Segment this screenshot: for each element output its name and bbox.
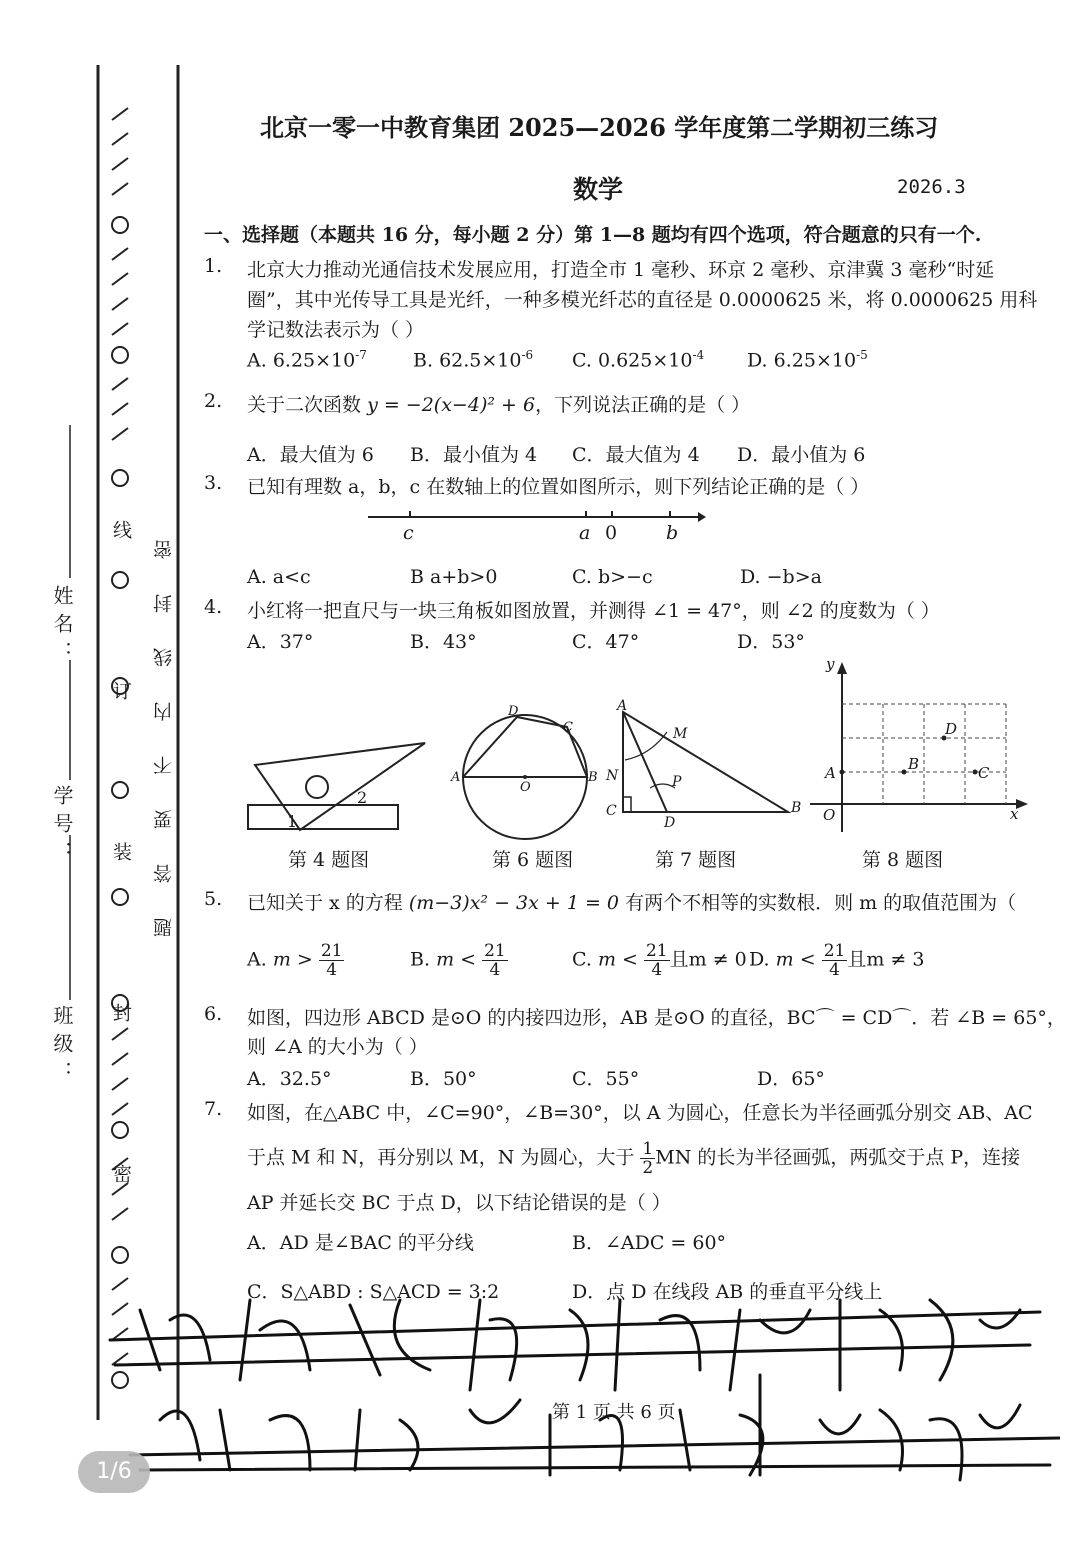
name-label: 姓名： bbox=[50, 585, 74, 669]
fig4-label-angle1: 1 bbox=[287, 812, 298, 831]
q5-stem: 已知关于 x 的方程 (m−3)x² − 3x + 1 = 0 有两个不相等的实数根．则 m 的取值范围为（ bbox=[247, 892, 1017, 914]
q6-option-d: D．65° bbox=[757, 1068, 825, 1090]
fig6-label-c: C bbox=[563, 720, 573, 735]
fig7-label-p: P bbox=[672, 774, 682, 790]
axis-label-c: c bbox=[403, 522, 414, 544]
exam-date: 2026.3 bbox=[897, 176, 966, 198]
q7-number: 7. bbox=[204, 1098, 223, 1120]
q5-option-a: A. m > $\frac{21}{4}$ bbox=[247, 941, 343, 980]
figure-6-circle bbox=[455, 705, 605, 845]
q7-line-2: 于点 M 和 N，再分别以 M，N 为圆心，大于 $\frac{1}{2}MN$ 的长为半径画弧，两弧交于点 P，连接 bbox=[247, 1139, 1021, 1178]
q5-option-b: B. m < $\frac{21}{4}$ bbox=[410, 941, 506, 980]
student-id-label: 学号： bbox=[50, 785, 74, 869]
page-footer: 第 1 页 共 6 页 bbox=[552, 1402, 676, 1423]
q4-number: 4. bbox=[204, 596, 223, 618]
q1-option-b: B. $62.5\times 10^{-6}$ bbox=[413, 348, 534, 372]
q1-option-c: C. $0.625\times 10^{-4}$ bbox=[572, 348, 705, 372]
q2-option-b: B．最小值为 4 bbox=[410, 444, 538, 466]
fig4-label-angle2: 2 bbox=[357, 788, 368, 807]
figure-6-caption: 第 6 题图 bbox=[492, 849, 574, 871]
q6-line-1: 如图，四边形 ABCD 是⊙O 的内接四边形，AB 是⊙O 的直径，BC⌒ = CD⌒．若 ∠B = 65°， bbox=[247, 1007, 1066, 1029]
q7-option-d: D．点 D 在线段 AB 的垂直平分线上 bbox=[572, 1281, 883, 1303]
fig7-label-a: A bbox=[617, 698, 628, 714]
fig6-label-b: B bbox=[588, 770, 598, 785]
q3-number: 3. bbox=[204, 472, 223, 494]
fig7-label-d: D bbox=[664, 815, 676, 831]
q7-option-c: C．S△ABD : S△ACD = 3:2 bbox=[247, 1281, 500, 1303]
q1-option-a: A. $6.25\times 10^{-7}$ bbox=[247, 348, 367, 372]
q2-option-a: A．最大值为 6 bbox=[247, 444, 374, 466]
handwritten-watermark-scribble bbox=[100, 1270, 1060, 1500]
q2-number: 2. bbox=[204, 390, 223, 412]
figure-7-triangle bbox=[605, 700, 805, 830]
fig7-label-b: B bbox=[791, 800, 802, 816]
class-label: 班级： bbox=[50, 1005, 74, 1089]
q7-option-a: A．AD 是∠BAC 的平分线 bbox=[247, 1232, 474, 1254]
fig8-label-c: C bbox=[978, 764, 990, 782]
q2-stem: 关于二次函数 y = −2(x−4)² + 6，下列说法正确的是（ ） bbox=[247, 394, 751, 416]
q1-line-1: 北京大力推动光通信技术发展应用，打造全市 1 毫秒、环京 2 毫秒、京津冀 3 毫秒“时延 bbox=[247, 259, 995, 281]
axis-label-zero: 0 bbox=[605, 522, 618, 544]
seal-line-text: 线 订 装 封 密 bbox=[110, 520, 132, 1243]
figure-4-caption: 第 4 题图 bbox=[288, 849, 370, 871]
q3-option-d: D. −b>a bbox=[740, 566, 822, 588]
q7-line-3: AP 并延长交 BC 于点 D，以下结论错误的是（ ） bbox=[247, 1192, 671, 1214]
q4-option-c: C．47° bbox=[572, 631, 640, 653]
fig6-label-o: O bbox=[520, 780, 531, 795]
figure-8-grid bbox=[810, 660, 1030, 840]
q3-option-c: C. b>−c bbox=[572, 566, 653, 588]
q6-option-a: A．32.5° bbox=[247, 1068, 332, 1090]
q3-option-b: B a+b>0 bbox=[410, 566, 498, 588]
axis-label-a: a bbox=[579, 522, 591, 544]
fig7-label-c: C bbox=[606, 803, 617, 819]
fig7-label-m: M bbox=[673, 726, 688, 742]
q7-line-1: 如图，在△ABC 中，∠C=90°，∠B=30°，以 A 为圆心，任意长为半径画弧分别交 AB、AC bbox=[247, 1102, 1033, 1124]
q1-number: 1. bbox=[204, 255, 223, 277]
q7-option-b: B．∠ADC = 60° bbox=[572, 1232, 727, 1254]
q6-option-c: C．55° bbox=[572, 1068, 640, 1090]
q6-number: 6. bbox=[204, 1003, 223, 1025]
q4-option-a: A．37° bbox=[247, 631, 314, 653]
fig7-label-n: N bbox=[606, 768, 619, 784]
fig8-label-d: D bbox=[945, 720, 958, 738]
q4-option-b: B．43° bbox=[410, 631, 477, 653]
q4-option-d: D．53° bbox=[737, 631, 805, 653]
fig8-label-o: O bbox=[823, 806, 836, 824]
q3-option-a: A. a<c bbox=[247, 566, 311, 588]
q3-stem: 已知有理数 a，b，c 在数轴上的位置如图所示，则下列结论正确的是（ ） bbox=[247, 476, 870, 498]
q4-stem: 小红将一把直尺与一块三角板如图放置，并测得 ∠1 = 47°，则 ∠2 的度数为（ ） bbox=[247, 600, 940, 622]
q6-line-2: 则 ∠A 的大小为（ ） bbox=[247, 1036, 428, 1058]
q1-line-3: 学记数法表示为（ ） bbox=[247, 319, 425, 341]
subject-title: 数学 bbox=[573, 175, 624, 204]
page-indicator-badge[interactable]: 1/6 bbox=[78, 1451, 150, 1493]
fig6-label-d: D bbox=[508, 704, 519, 719]
q6-option-b: B．50° bbox=[410, 1068, 477, 1090]
exam-title: 北京一零一中教育集团 2025—2026 学年度第二学期初三练习 bbox=[260, 113, 939, 142]
fig8-label-b: B bbox=[908, 755, 920, 773]
q1-option-d: D. $6.25\times 10^{-5}$ bbox=[747, 348, 868, 372]
fig8-label-y: y bbox=[826, 655, 835, 673]
fig6-label-a: A bbox=[451, 770, 461, 785]
fig8-label-a: A bbox=[825, 764, 836, 782]
q2-option-c: C．最大值为 4 bbox=[572, 444, 700, 466]
q5-number: 5. bbox=[204, 888, 223, 910]
fig8-label-x: x bbox=[1010, 805, 1019, 823]
figure-7-caption: 第 7 题图 bbox=[655, 849, 737, 871]
figure-4-ruler-triangle bbox=[240, 735, 440, 835]
figure-8-caption: 第 8 题图 bbox=[862, 849, 944, 871]
axis-label-b: b bbox=[666, 522, 679, 544]
q2-option-d: D．最小值为 6 bbox=[737, 444, 866, 466]
section-heading: 一、选择题（本题共 16 分，每小题 2 分）第 1—8 题均有四个选项，符合题意的只有一个. bbox=[204, 224, 982, 246]
q5-option-c: C. m < $\frac{21}{4}$且m ≠ 0 bbox=[572, 941, 747, 980]
q1-line-2: 圈”，其中光传导工具是光纤，一种多模光纤芯的直径是 0.0000625 米，将 0.0000625 用科 bbox=[247, 289, 1038, 311]
q5-option-d: D. m < $\frac{21}{4}$且m ≠ 3 bbox=[749, 941, 925, 980]
no-answer-warning: 题答要不内线封密 bbox=[153, 505, 175, 937]
